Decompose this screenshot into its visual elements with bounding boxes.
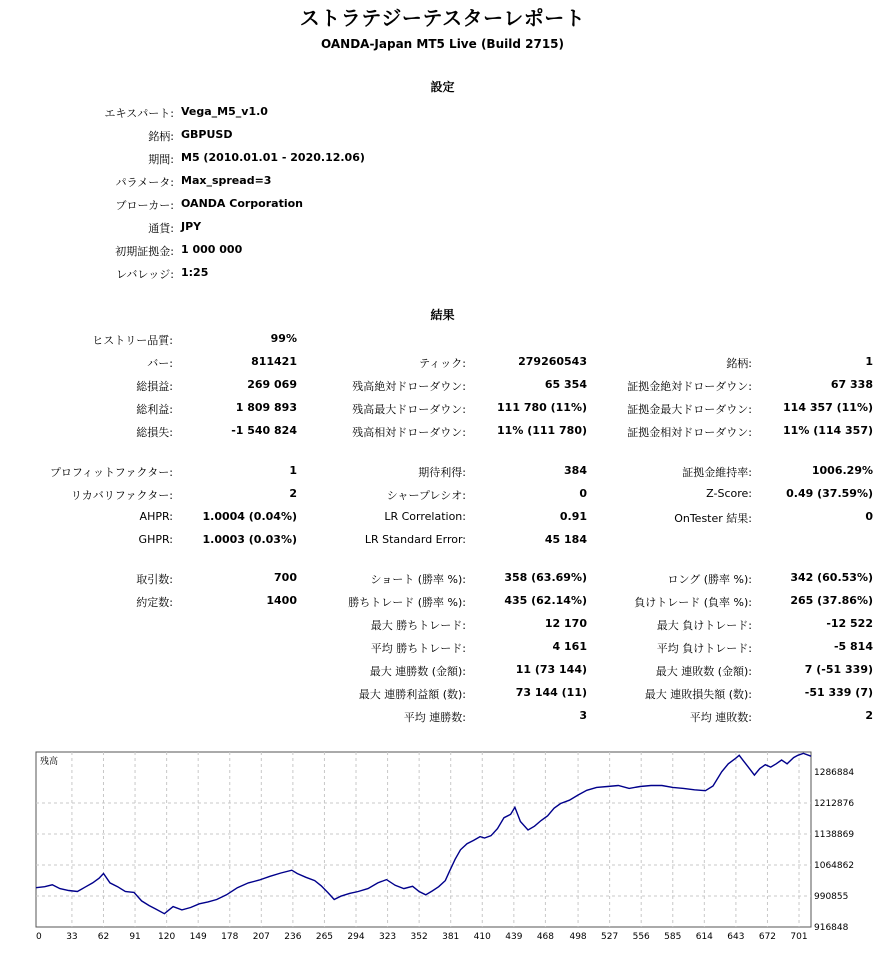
result-label: 平均 連敗数: <box>689 711 752 724</box>
results-heading: 結果 <box>430 308 455 322</box>
chart-x-tick-label: 585 <box>664 932 682 942</box>
result-label: 最大 勝ちトレード: <box>370 619 466 632</box>
result-label: 最大 連勝数 (金額): <box>369 665 466 678</box>
chart-x-tick-label: 643 <box>727 932 745 942</box>
result-label: 残高最大ドローダウン: <box>352 403 466 416</box>
chart-y-tick-label: 916848 <box>814 923 849 933</box>
result-label: シャープレシオ: <box>386 489 466 502</box>
result-label: 平均 負けトレード: <box>656 642 752 655</box>
chart-x-tick-label: 614 <box>695 932 713 942</box>
chart-y-tick-label: 990855 <box>814 892 849 902</box>
chart-x-tick-label: 672 <box>758 932 777 942</box>
result-label: 総利益: <box>136 403 173 416</box>
result-value: 1.0003 (0.03%) <box>202 533 297 546</box>
result-label: 期待利得: <box>418 466 466 479</box>
result-label: 最大 連勝利益額 (数): <box>358 688 466 701</box>
result-label: 総損益: <box>136 380 173 393</box>
result-value: 11% (114 357) <box>783 424 873 437</box>
result-label: リカバリファクター: <box>70 489 173 502</box>
balance-chart <box>36 752 855 942</box>
setting-label: エキスパート: <box>104 107 174 120</box>
result-label: 証拠金維持率: <box>682 466 752 479</box>
result-label: 勝ちトレード (勝率 %): <box>348 596 466 609</box>
setting-value: JPY <box>181 220 202 233</box>
chart-y-tick-label: 1286884 <box>814 768 855 778</box>
setting-label: レバレッジ: <box>116 268 174 281</box>
chart-x-tick-label: 323 <box>378 932 397 942</box>
chart-x-tick-label: 556 <box>632 932 650 942</box>
chart-x-tick-label: 265 <box>315 932 334 942</box>
setting-value: M5 (2010.01.01 - 2020.12.06) <box>181 151 365 164</box>
result-label: Z-Score: <box>706 487 752 500</box>
result-label: 平均 連勝数: <box>403 711 466 724</box>
chart-x-axis <box>36 932 808 942</box>
chart-x-tick-label: 62 <box>97 932 110 942</box>
result-value: 4 161 <box>552 640 587 653</box>
result-value: 1006.29% <box>811 464 873 477</box>
chart-y-tick-label: 1064862 <box>814 861 855 871</box>
chart-title: 残高 <box>40 757 59 767</box>
setting-label: ブローカー: <box>115 199 174 212</box>
result-label: ロング (勝率 %): <box>667 573 752 586</box>
chart-x-tick-label: 439 <box>505 932 523 942</box>
setting-value: 1 000 000 <box>181 243 243 256</box>
result-label: 証拠金最大ドローダウン: <box>627 403 752 416</box>
result-value: 358 (63.69%) <box>504 571 587 584</box>
result-value: 2 <box>289 487 297 500</box>
chart-x-tick-label: 468 <box>536 932 555 942</box>
result-value: 0 <box>865 510 873 523</box>
setting-value: 1:25 <box>181 266 209 279</box>
result-label: 約定数: <box>136 596 173 609</box>
result-value: 265 (37.86%) <box>790 594 873 607</box>
result-value: 1 <box>865 355 873 368</box>
chart-x-tick-label: 236 <box>284 932 302 942</box>
chart-x-tick-label: 33 <box>66 932 78 942</box>
chart-x-tick-label: 149 <box>189 932 207 942</box>
result-label: AHPR: <box>139 510 173 523</box>
chart-x-tick-label: 178 <box>221 932 239 942</box>
result-value: 2 <box>865 709 873 722</box>
result-value: 0.49 (37.59%) <box>786 487 873 500</box>
result-value: 1400 <box>266 594 297 607</box>
result-value: 342 (60.53%) <box>790 571 873 584</box>
result-label: バー: <box>147 357 173 370</box>
result-value: 11 (73 144) <box>515 663 587 676</box>
result-label: 銘柄: <box>726 357 752 370</box>
result-value: 114 357 (11%) <box>783 401 873 414</box>
result-label: 最大 負けトレード: <box>656 619 752 632</box>
result-label: 総損失: <box>136 426 173 439</box>
result-value: 12 170 <box>544 617 587 630</box>
result-value: 7 (-51 339) <box>804 663 873 676</box>
chart-x-tick-label: 410 <box>473 932 491 942</box>
chart-y-tick-label: 1212876 <box>814 799 855 809</box>
chart-x-tick-label: 527 <box>601 932 619 942</box>
setting-label: 銘柄: <box>148 130 174 143</box>
result-label: ヒストリー品質: <box>92 334 173 347</box>
result-value: 3 <box>579 709 587 722</box>
chart-x-tick-label: 91 <box>129 932 141 942</box>
result-label: 残高相対ドローダウン: <box>352 426 466 439</box>
setting-label: パラメータ: <box>115 176 174 189</box>
result-value: 279260543 <box>518 355 587 368</box>
chart-plot-border <box>36 752 811 927</box>
chart-x-tick-label: 701 <box>790 932 808 942</box>
chart-x-tick-label: 352 <box>410 932 428 942</box>
result-label: ティック: <box>419 357 466 370</box>
result-label: プロフィットファクター: <box>49 466 173 479</box>
result-label: OnTester 結果: <box>674 512 752 525</box>
report-title: ストラテジーテスターレポート <box>299 6 586 30</box>
result-label: GHPR: <box>138 533 173 546</box>
result-value: -12 522 <box>826 617 873 630</box>
result-value: -5 814 <box>833 640 873 653</box>
result-label: 負けトレード (負率 %): <box>634 596 752 609</box>
setting-value: OANDA Corporation <box>181 197 303 210</box>
chart-x-tick-label: 120 <box>158 932 176 942</box>
result-value: 45 184 <box>544 533 587 546</box>
result-value: 269 069 <box>247 378 297 391</box>
result-value: 0 <box>579 487 587 500</box>
result-value: 1.0004 (0.04%) <box>202 510 297 523</box>
result-value: 99% <box>270 332 297 345</box>
settings-heading: 設定 <box>430 80 455 94</box>
result-label: 取引数: <box>136 573 173 586</box>
setting-value: Max_spread=3 <box>181 174 272 187</box>
result-value: 384 <box>564 464 587 477</box>
chart-y-tick-label: 1138869 <box>814 830 855 840</box>
result-label: 残高絶対ドローダウン: <box>352 380 466 393</box>
result-value: 11% (111 780) <box>497 424 587 437</box>
result-label: ショート (勝率 %): <box>370 573 466 586</box>
result-value: 1 <box>289 464 297 477</box>
result-label: 平均 勝ちトレード: <box>370 642 466 655</box>
chart-x-tick-label: 498 <box>569 932 587 942</box>
result-label: 最大 連敗数 (金額): <box>655 665 752 678</box>
chart-x-tick-label: 0 <box>36 932 42 942</box>
setting-label: 通貨: <box>148 222 174 235</box>
result-value: 65 354 <box>544 378 587 391</box>
result-value: 811421 <box>251 355 297 368</box>
result-value: -1 540 824 <box>231 424 297 437</box>
chart-y-axis <box>814 768 854 933</box>
result-label: LR Standard Error: <box>364 533 466 546</box>
setting-value: Vega_M5_v1.0 <box>181 105 268 118</box>
result-label: LR Correlation: <box>384 510 466 523</box>
setting-value: GBPUSD <box>181 128 233 141</box>
result-label: 最大 連敗損失額 (数): <box>644 688 752 701</box>
result-value: 700 <box>274 571 297 584</box>
result-value: 73 144 (11) <box>515 686 587 699</box>
report-subtitle: OANDA-Japan MT5 Live (Build 2715) <box>320 37 564 51</box>
result-value: 67 338 <box>830 378 873 391</box>
chart-x-tick-label: 381 <box>442 932 460 942</box>
setting-label: 初期証拠金: <box>115 245 174 258</box>
result-value: 435 (62.14%) <box>504 594 587 607</box>
result-label: 証拠金相対ドローダウン: <box>627 426 752 439</box>
result-value: 0.91 <box>559 510 587 523</box>
result-label: 証拠金絶対ドローダウン: <box>627 380 752 393</box>
chart-x-tick-label: 207 <box>252 932 270 942</box>
result-value: 111 780 (11%) <box>497 401 587 414</box>
setting-label: 期間: <box>148 153 174 166</box>
chart-x-tick-label: 294 <box>347 932 365 942</box>
result-value: -51 339 (7) <box>804 686 873 699</box>
result-value: 1 809 893 <box>235 401 297 414</box>
